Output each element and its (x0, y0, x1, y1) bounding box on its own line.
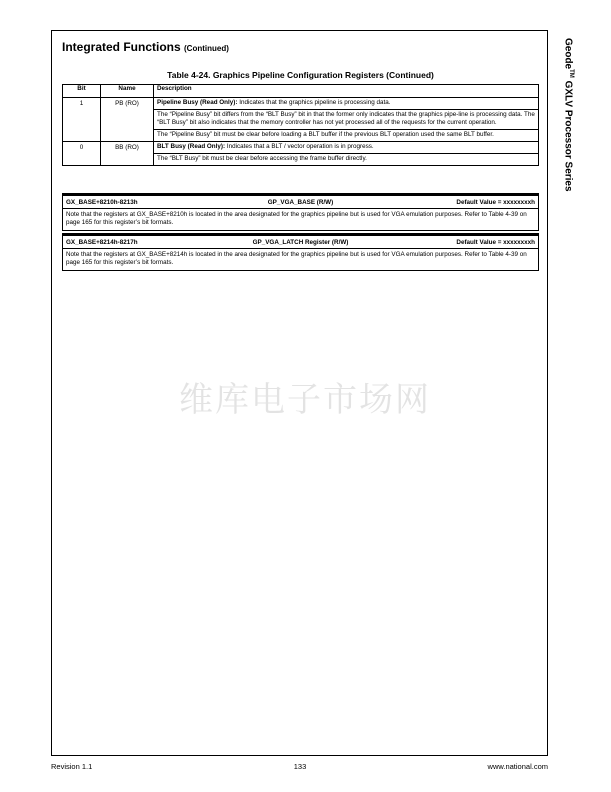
section-title (62, 40, 229, 54)
watermark: 维库电子市场网 (179, 380, 431, 420)
footer-revision: Revision 1.1 (51, 762, 93, 771)
description-lead: Pipeline Busy (Read Only): (157, 99, 238, 106)
description-lead-rest: Indicates that a BLT / vector operation is in progress. (225, 143, 374, 150)
register-bit-table (62, 84, 539, 166)
col-header-description: Description (154, 85, 539, 98)
bit-cell: 0 (63, 142, 101, 166)
bit-cell: 1 (63, 98, 101, 142)
col-header-bit: Bit (63, 85, 101, 98)
register-address: GX_BASE+8210h-8213h (66, 198, 138, 206)
side-title (560, 38, 574, 218)
register-name: GP_VGA_BASE (R/W) (267, 198, 334, 206)
table-caption: Table 4-24. Graphics Pipeline Configuration Registers (Continued) (167, 70, 434, 80)
description-paragraph: The “BLT Busy” bit must be clear before accessing the frame buffer directly. (154, 153, 538, 165)
register-default-value: Default Value = xxxxxxxxh (456, 238, 535, 246)
footer-divider (51, 755, 548, 756)
table-row (63, 98, 539, 142)
register-note: Note that the registers at GX_BASE+8210h is located in the area designated for the graphics pipeline but is used for VGA emulation purposes. Refer to Table 4-39 on page 165 for this register’s bit formats. (66, 211, 527, 226)
description-paragraph: The “Pipeline Busy” bit must be clear before loading a BLT buffer if the previous BLT operation used the same BLT buffer. (154, 129, 538, 141)
register-header (63, 233, 538, 249)
name-cell: PB (RO) (101, 98, 154, 142)
register-header (63, 193, 538, 209)
footer-url: www.national.com (487, 762, 548, 771)
side-title-text (563, 38, 574, 192)
section-title-text: Integrated Functions (62, 40, 181, 54)
table-header-row (63, 85, 539, 98)
section-continued: (Continued) (184, 44, 229, 53)
side-title-brand: Geode (562, 38, 574, 70)
register-block-vga-latch (62, 233, 539, 271)
trademark-symbol: TM (568, 69, 574, 78)
register-block-vga-base (62, 193, 539, 231)
register-address: GX_BASE+8214h-8217h (66, 238, 138, 246)
table-row (63, 142, 539, 166)
name-cell: BB (RO) (101, 142, 154, 166)
col-header-name: Name (101, 85, 154, 98)
description-lead-rest: Indicates that the graphics pipeline is processing data. (237, 99, 391, 106)
description-lead: BLT Busy (Read Only): (157, 143, 226, 150)
description-paragraph (154, 142, 538, 153)
description-cell (154, 98, 539, 142)
description-paragraph (154, 98, 538, 109)
side-title-rest: GXLV Processor Series (562, 77, 574, 192)
page-number: 133 (293, 762, 307, 771)
register-default-value: Default Value = xxxxxxxxh (456, 198, 535, 206)
register-name: GP_VGA_LATCH Register (R/W) (252, 238, 349, 246)
description-paragraph: The “Pipeline Busy” bit differs from the “BLT Busy” bit in that the former only indicates that the graphics pipe-line is processing data. The “BLT Busy” bit also indicates that the memory controller has not yet processed all of the requests for the current operation. (154, 109, 538, 129)
register-note: Note that the registers at GX_BASE+8214h is located in the area designated for the graphics pipeline but is used for VGA emulation purposes. Refer to Table 4-39 on page 165 for this register’s bit formats. (66, 251, 527, 266)
description-cell (154, 142, 539, 166)
